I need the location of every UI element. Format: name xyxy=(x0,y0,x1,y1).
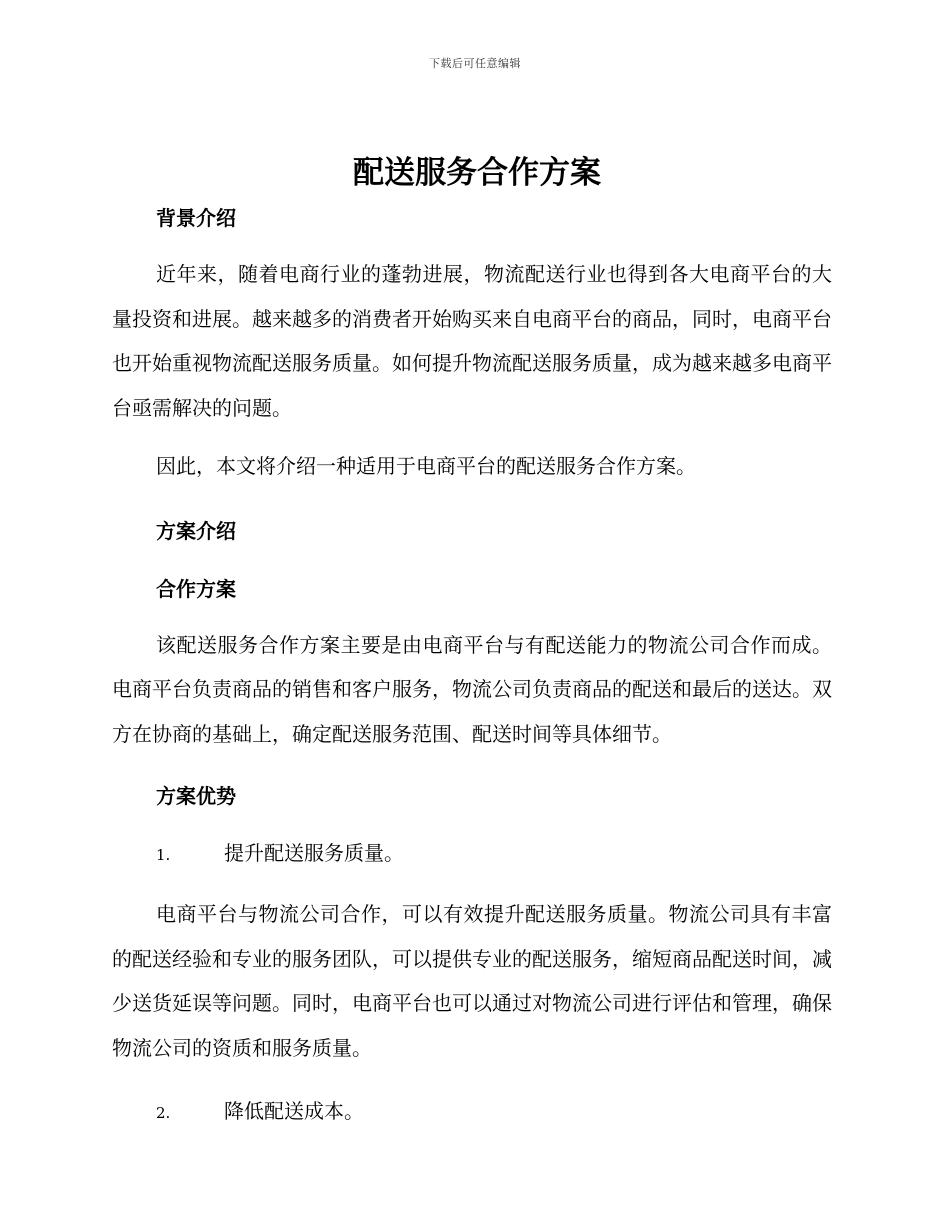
list-item-1-number: 1. xyxy=(156,846,171,864)
background-heading: 背景介绍 xyxy=(156,206,236,230)
cooperation-heading: 合作方案 xyxy=(156,576,236,601)
list-item-1-text: 提升配送服务质量。 xyxy=(224,841,404,865)
cooperation-paragraph: 该配送服务合作方案主要是由电商平台与有配送能力的物流公司合作而成。电商平台负责商品的销售和客户服务，物流公司负责商品的配送和最后的送达。双方在协商的基础上，确定配送服务范围、配送时间等具体细节。 xyxy=(112,632,832,746)
advantage-1-paragraph: 电商平台与物流公司合作，可以有效提升配送服务质量。物流公司具有丰富的配送经验和专业的服务团队，可以提供专业的配送服务，缩短商品配送时间，减少送货延误等问题。同时，电商平台也可以通过对物流公司进行评估和管理，确保物流公司的资质和服务质量。 xyxy=(112,902,832,1060)
background-paragraph-2: 因此，本文将介绍一种适用于电商平台的配送服务合作方案。 xyxy=(156,454,696,478)
header-note: 下载后可任意编辑 xyxy=(429,57,521,70)
list-item-1 xyxy=(112,838,832,870)
document-title: 配送服务合作方案 xyxy=(353,155,601,191)
document-content xyxy=(112,150,832,1128)
list-item-2-text: 降低配送成本。 xyxy=(224,1099,364,1123)
list-item-2-number: 2. xyxy=(156,1104,171,1122)
background-paragraph-1: 近年来，随着电商行业的蓬勃进展，物流配送行业也得到各大电商平台的大量投资和进展。越来越多的消费者开始购买来自电商平台的商品，同时，电商平台也开始重视物流配送服务质量。如何提升物流配送服务质量，成为越来越多电商平台亟需解决的问题。 xyxy=(112,262,832,420)
scheme-heading: 方案介绍 xyxy=(156,518,236,543)
list-item-2 xyxy=(112,1096,832,1128)
advantage-heading: 方案优势 xyxy=(156,784,236,808)
